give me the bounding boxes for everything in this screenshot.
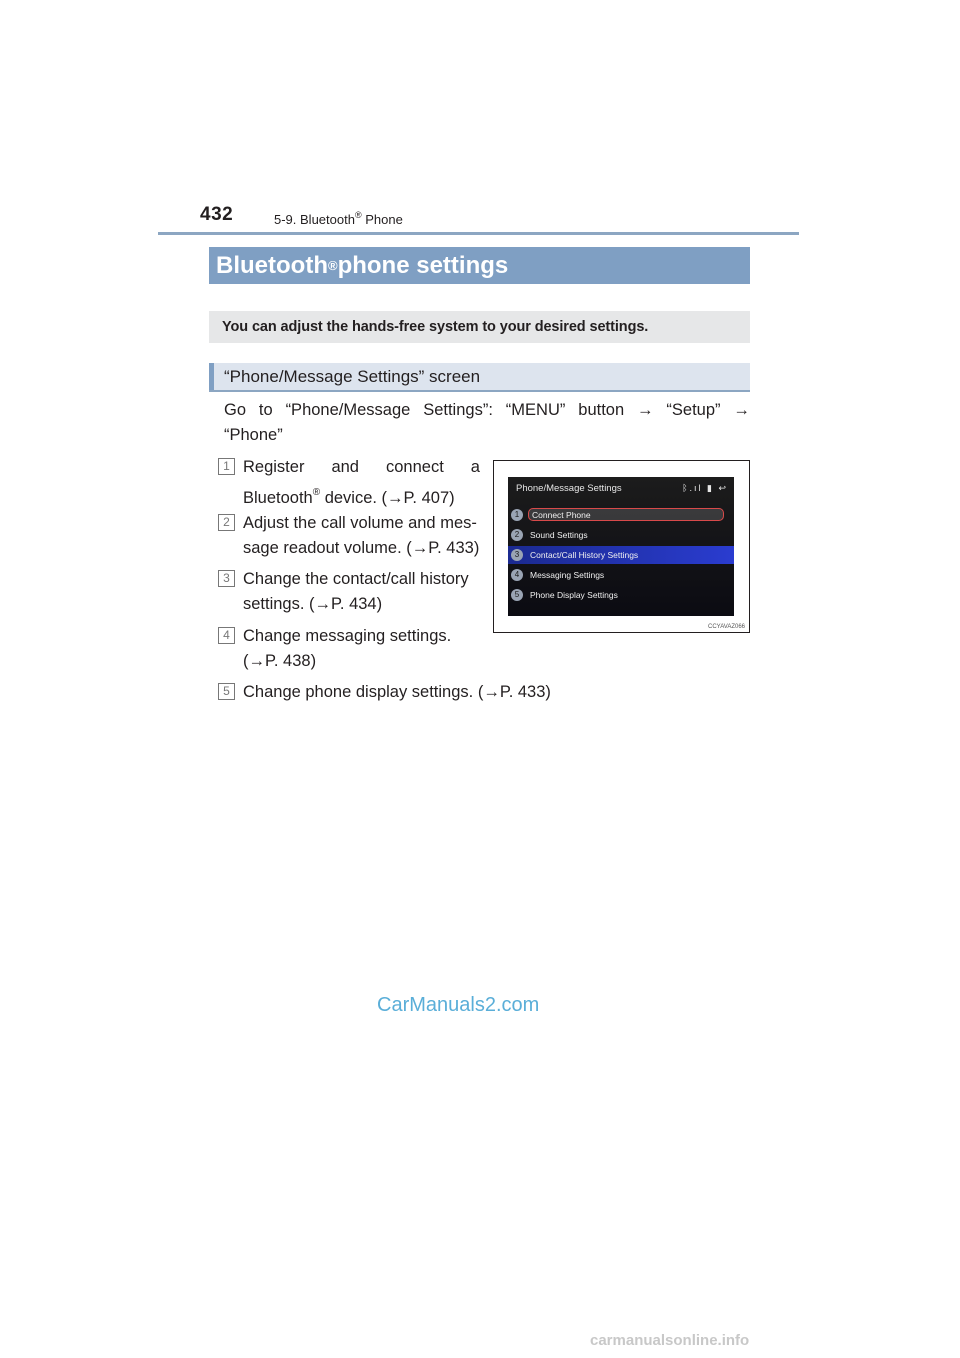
title-registered-mark: ® [327,258,338,273]
item-number-badge: 3 [218,570,235,587]
page-title-prefix: Bluetooth [216,251,328,279]
watermark: CarManuals2.com [377,994,540,1016]
menu-label: Contact/Call History Settings [530,550,639,560]
item-word: and [331,458,359,476]
item-word: connect [385,458,444,476]
item-number-badge: 1 [218,458,235,475]
footer-watermark: carmanualsonline.info [590,1332,750,1349]
item-word: Bluetooth [243,489,313,507]
menu-badge: 1 [511,509,523,521]
header-rule [158,232,799,235]
item-word: Register [243,458,305,476]
navigation-line-1 [224,398,750,423]
navigation-text [224,398,750,448]
page-reference: device. (→P. 407) [320,489,455,507]
item-line [243,480,480,511]
nav-word: “Setup” [666,401,721,419]
item-number-badge: 5 [218,683,235,700]
menu-label: Phone Display Settings [530,590,618,600]
navigation-line-2: “Phone” [224,426,283,444]
menu-badge: 4 [511,569,523,581]
item-text [243,624,451,674]
arrow-icon: → [637,401,654,419]
page-number: 432 [200,204,234,225]
nav-word: “MENU” [505,401,566,419]
screen-title: Phone/Message Settings [516,483,622,494]
item-number-badge: 2 [218,514,235,531]
menu-label: Connect Phone [528,508,724,521]
item-line: sage readout volume. (→P. 433) [243,539,480,557]
item-text [243,455,480,511]
item-text [243,511,479,561]
intro-box: You can adjust the hands-free system to your desired settings. [209,311,750,343]
section-path [274,210,403,227]
menu-item-messaging-settings[interactable] [508,566,734,584]
menu-badge: 5 [511,589,523,601]
subsection-header: “Phone/Message Settings” screen [209,363,750,392]
item-line: Change messaging settings. [243,627,452,645]
section-path-prefix: 5-9. Bluetooth [274,212,355,227]
page-title-suffix: phone settings [337,251,509,279]
menu-item-sound-settings[interactable] [508,526,734,544]
menu-label: Sound Settings [530,530,588,540]
nav-word: to [258,401,273,419]
item-line: (→P. 438) [243,652,317,670]
menu-badge: 3 [511,549,523,561]
registered-mark: ® [312,487,321,498]
item-number-badge: 4 [218,627,235,644]
infotainment-screen [508,477,734,616]
nav-word: “Phone/Message [285,401,411,419]
menu-item-contact-history[interactable] [508,546,734,564]
menu-item-phone-display[interactable] [508,586,734,604]
page-title [209,247,750,284]
registered-mark: ® [354,210,362,220]
item-line: Change phone display settings. (→P. 433) [243,683,551,701]
item-line: Change the contact/call history [243,570,469,588]
status-icons: ᛒ.ıl ▮ ↩ [682,483,728,493]
item-text [243,567,469,617]
arrow-icon: → [733,401,750,419]
item-line: settings. (→P. 434) [243,595,383,613]
nav-word: Settings”: [423,401,493,419]
menu-label: Messaging Settings [530,570,605,580]
item-word: a [470,458,480,476]
menu-item-connect-phone[interactable] [508,506,734,524]
item-line [243,455,480,480]
section-path-suffix: Phone [361,212,403,227]
screen-illustration [493,460,750,633]
illustration-code: CCYAVAZ066 [707,624,745,630]
item-text [243,680,551,705]
nav-word: button [578,401,625,419]
nav-word: Go [224,401,247,419]
item-line: Adjust the call volume and mes- [243,514,477,532]
menu-badge: 2 [511,529,523,541]
